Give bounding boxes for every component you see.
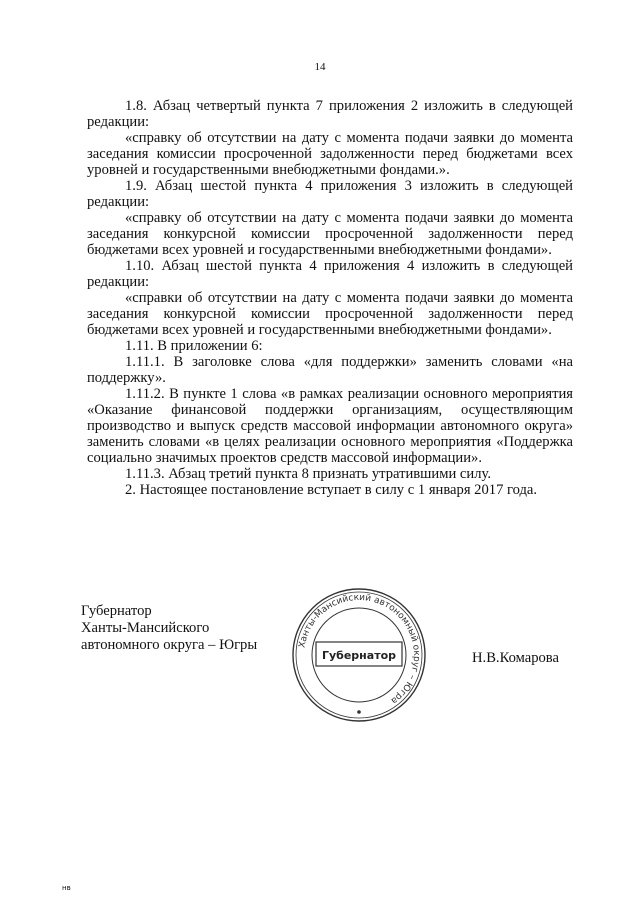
paragraph-1-11-2: 1.11.2. В пункте 1 слова «в рамках реализации основного мероприятия «Оказание финансовой поддержки организациям, осуществляющим производство и выпуск средств массовой информации автономного округа» заменить словами «в целях реализации основного мероприятия «Поддержка социально значимых проектов средств массовой информации».: [87, 386, 573, 466]
paragraph-1-10: 1.10. Абзац шестой пункта 4 приложения 4 изложить в следующей редакции:: [87, 258, 573, 290]
paragraph-1-8: 1.8. Абзац четвертый пункта 7 приложения 2 изложить в следующей редакции:: [87, 98, 573, 130]
position-line-1: Губернатор: [81, 603, 152, 619]
paragraph-1-11-3: 1.11.3. Абзац третий пункта 8 признать утратившими силу.: [125, 466, 491, 482]
seal-ring-text: Ханты-Мансийский автономный округ – Югра: [297, 592, 422, 706]
official-seal: [290, 586, 428, 724]
signatory-position: [81, 603, 257, 654]
paragraph-1-11: 1.11. В приложении 6:: [125, 338, 263, 354]
position-line-2: Ханты-Мансийского: [81, 620, 210, 636]
paragraph-quote-1-10: «справки об отсутствии на дату с момента подачи заявки до момента заседания конкурсной комиссии просроченной задолженности перед бюджетами всех уровней и государственными внебюджетными фондами».: [87, 290, 573, 338]
footer-mark: нв: [62, 884, 71, 892]
paragraph-quote-1-8: «справку об отсутствии на дату с момента подачи заявки до момента заседания комиссии просроченной задолженности перед бюджетами всех уровней и государственными внебюджетными фондами.».: [87, 130, 573, 178]
paragraph-2: 2. Настоящее постановление вступает в силу с 1 января 2017 года.: [125, 482, 538, 498]
seal-dot: [357, 710, 361, 714]
seal-center-text: Губернатор: [321, 649, 397, 662]
document-body: [87, 98, 573, 498]
paragraph-1-11-1: 1.11.1. В заголовке слова «для поддержки» заменить словами «на поддержку».: [87, 354, 573, 386]
paragraph-quote-1-9: «справку об отсутствии на дату с момента подачи заявки до момента заседания конкурсной комиссии просроченной задолженности перед бюджетами всех уровней и государственными внебюджетными фондами».: [87, 210, 573, 258]
position-line-3: автономного округа – Югры: [81, 637, 258, 653]
paragraph-1-9: 1.9. Абзац шестой пункта 4 приложения 3 изложить в следующей редакции:: [87, 178, 573, 210]
signer-name: Н.В.Комарова: [472, 650, 559, 666]
page-number: 14: [314, 61, 326, 73]
